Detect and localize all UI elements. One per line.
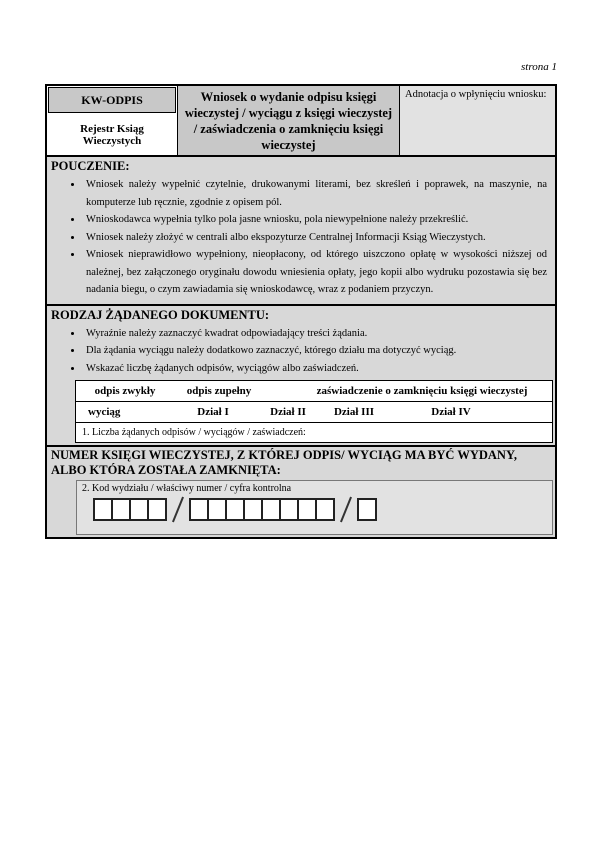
form-header (47, 86, 555, 157)
form-title-text: Wniosek o wydanie odpisu księgi wieczystej / wyciągu z księgi wieczystej / zaświadczenia o zamknięciu księgi wieczystej (184, 89, 393, 152)
option-odpis-zupelny[interactable]: odpis zupełny (186, 385, 252, 397)
pouczenie-heading: POUCZENIE: (51, 159, 130, 173)
rodzaj-item: • Wskazać liczbę żądanych odpisów, wyciągów albo zaświadczeń. (83, 360, 555, 378)
option-dzial-3[interactable]: Dział III (333, 406, 375, 418)
slash-separator (340, 497, 352, 523)
digit-cell[interactable] (261, 498, 281, 521)
annotation-area[interactable] (400, 86, 555, 155)
form-header-left (47, 86, 177, 155)
digit-cell[interactable] (189, 498, 209, 521)
option-dzial-2[interactable]: Dział II (270, 406, 306, 418)
rodzaj-item: • Wyraźnie należy zaznaczyć kwadrat odpowiadający treści żądania. (83, 325, 555, 343)
count-label: 1. Liczba żądanych odpisów / wyciągów / zaświadczeń: (82, 427, 306, 438)
pouczenie-item: • Wniosek należy wypełnić czytelnie, drukowanymi literami, bez skreśleń i poprawek, na maszynie, na komputerze lub ręcznie, zgodnie z opisem pól. (83, 176, 555, 211)
section-rodzaj-dokumentu (47, 306, 555, 448)
digit-cell-group (189, 498, 335, 521)
digit-cell[interactable] (243, 498, 263, 521)
section-numer-ksiegi (47, 447, 555, 537)
digit-cell[interactable] (93, 498, 113, 521)
kw-number-field (76, 480, 553, 535)
pouczenie-item: • Wniosek nieprawidłowo wypełniony, nieopłacony, od którego uiszczono opłatę w wysokości niższej od należnej, bez załączonego oryginału dowodu wniesienia opłaty, jego kopii albo wydruku pozostawia się bez nadania biegu, o czym zawiadamia się wnioskodawcę, wraz z podaniem przyczyn. (83, 246, 555, 299)
digit-cell-group (357, 498, 377, 521)
numer-heading: NUMER KSIĘGI WIECZYSTEJ, Z KTÓREJ ODPIS/ WYCIĄG MA BYĆ WYDANY, ALBO KTÓRA ZOSTAŁA ZAMKNIĘTA: (51, 448, 517, 477)
digit-cell[interactable] (315, 498, 335, 521)
digit-cell[interactable] (147, 498, 167, 521)
pouczenie-list (47, 176, 555, 299)
digit-cell[interactable] (357, 498, 377, 521)
page-number: strona 1 (521, 61, 557, 73)
slash-separator (172, 497, 184, 523)
digit-cell[interactable] (207, 498, 227, 521)
kw-odpis-form (45, 84, 557, 539)
kw-number-cells (93, 496, 552, 523)
option-zaswiadczenie-zamkniecie[interactable]: zaświadczenie o zamknięciu księgi wieczystej (316, 385, 528, 397)
document-type-table (75, 380, 553, 443)
option-wyciag[interactable]: wyciąg (88, 406, 121, 418)
rodzaj-list (47, 325, 555, 378)
rodzaj-heading: RODZAJ ŻĄDANEGO DOKUMENTU: (51, 307, 270, 322)
register-name: Rejestr Ksiąg Wieczystych (80, 122, 144, 147)
digit-cell[interactable] (279, 498, 299, 521)
digit-cell-group (93, 498, 167, 521)
section-pouczenie (47, 157, 555, 306)
rodzaj-item: • Dla żądania wyciągu należy dodatkowo zaznaczyć, którego działu ma dotyczyć wyciąg. (83, 342, 555, 360)
pouczenie-item: • Wniosek należy złożyć w centrali albo ekspozyturze Centralnej Informacji Ksiąg Wieczystych. (83, 229, 555, 247)
count-field[interactable] (76, 423, 552, 442)
option-odpis-zwykly[interactable]: odpis zwykły (94, 385, 156, 397)
option-dzial-4[interactable]: Dział IV (431, 406, 471, 418)
digit-cell[interactable] (129, 498, 149, 521)
option-dzial-1[interactable]: Dział I (197, 406, 229, 418)
document-type-row (76, 381, 552, 402)
annotation-label: Adnotacja o wpłynięciu wniosku: (405, 89, 547, 100)
form-title (177, 86, 400, 155)
digit-cell[interactable] (111, 498, 131, 521)
form-code: KW-ODPIS (48, 87, 176, 113)
wyciag-dzialy-row (76, 402, 552, 423)
digit-cell[interactable] (225, 498, 245, 521)
kod-wydzialu-label: 2. Kod wydziału / właściwy numer / cyfra kontrolna (82, 483, 292, 494)
digit-cell[interactable] (297, 498, 317, 521)
pouczenie-item: • Wnioskodawca wypełnia tylko pola jasne wniosku, pola niewypełnione należy przekreślić. (83, 211, 555, 229)
